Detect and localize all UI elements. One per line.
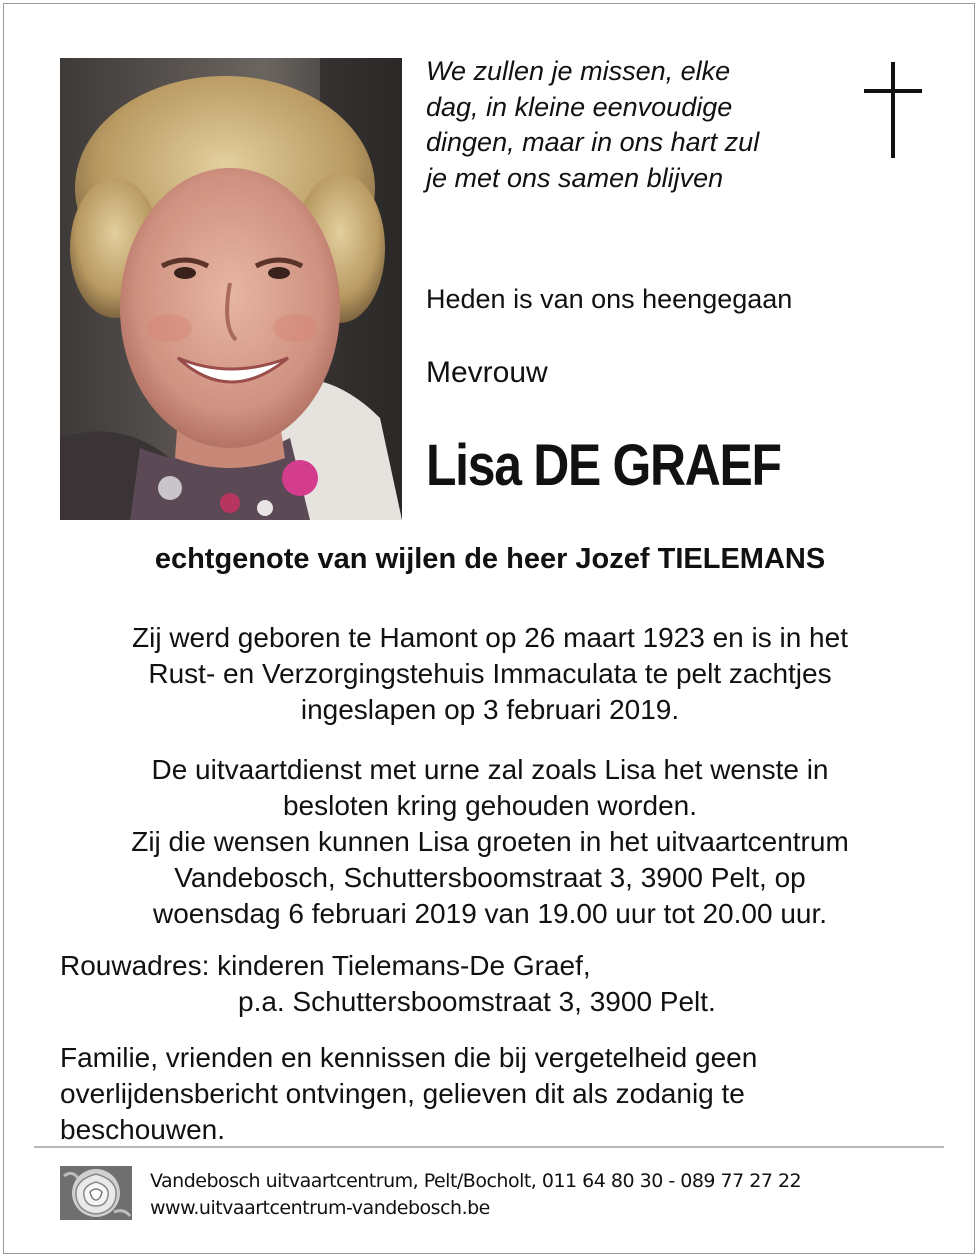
footer-website: www.uitvaartcentrum-vandebosch.be (150, 1197, 490, 1219)
address-line-2: p.a. Schuttersboomstraat 3, 3900 Pelt. (238, 986, 716, 1017)
paragraph-line: ingeslapen op 3 februari 2019. (300, 694, 680, 725)
footer (150, 1168, 801, 1222)
mourning-address (60, 948, 716, 1020)
poem-line: dag, in kleine eenvoudige (426, 91, 733, 122)
honorific: Mevrouw (426, 356, 548, 389)
poem-line: dingen, maar in ons hart zul (426, 127, 760, 157)
footer-company: Vandebosch uitvaartcentrum, Pelt/Bocholt, 011 64 80 30 - 089 77 27 22 (150, 1170, 802, 1192)
notice-paragraph (60, 1040, 757, 1148)
paragraph-line: besloten kring gehouden worden. (282, 790, 698, 821)
poem-line: We zullen je missen, elke (426, 56, 731, 86)
paragraph-line: Familie, vrienden en kennissen die bij vergetelheid geen (60, 1042, 758, 1073)
footer-divider (34, 1146, 944, 1148)
paragraph-line: De uitvaartdienst met urne zal zoals Lisa het wenste in (151, 754, 829, 785)
paragraph-line: Rust- en Verzorgingstehuis Immaculata te pelt zachtjes (148, 658, 832, 689)
poem (426, 54, 846, 196)
service-paragraph (40, 752, 940, 932)
paragraph-line: Zij die wensen kunnen Lisa groeten in het uitvaartcentrum (131, 826, 849, 857)
paragraph-line: woensdag 6 februari 2019 van 19.00 uur tot 20.00 uur. (152, 898, 828, 929)
paragraph-line: beschouwen. (60, 1114, 226, 1145)
intro-text: Heden is van ons heengegaan (426, 284, 793, 314)
cross-icon (864, 62, 922, 158)
paragraph-line: Zij werd geboren te Hamont op 26 maart 1923 en is in het (132, 622, 848, 653)
poem-line: je met ons samen blijven (426, 162, 724, 193)
portrait-photo (60, 58, 402, 520)
paragraph-line: Vandebosch, Schuttersboomstraat 3, 3900 Pelt, op (174, 862, 806, 893)
rose-image (60, 1166, 132, 1220)
deceased-name: Lisa DE GRAEF (426, 433, 781, 498)
spouse-line: echtgenote van wijlen de heer Jozef TIELEMANS (154, 543, 826, 575)
address-line-1: Rouwadres: kinderen Tielemans-De Graef, (60, 950, 591, 981)
paragraph-line: overlijdensbericht ontvingen, gelieven dit als zodanig te (60, 1078, 745, 1109)
birth-death-paragraph (40, 620, 940, 728)
